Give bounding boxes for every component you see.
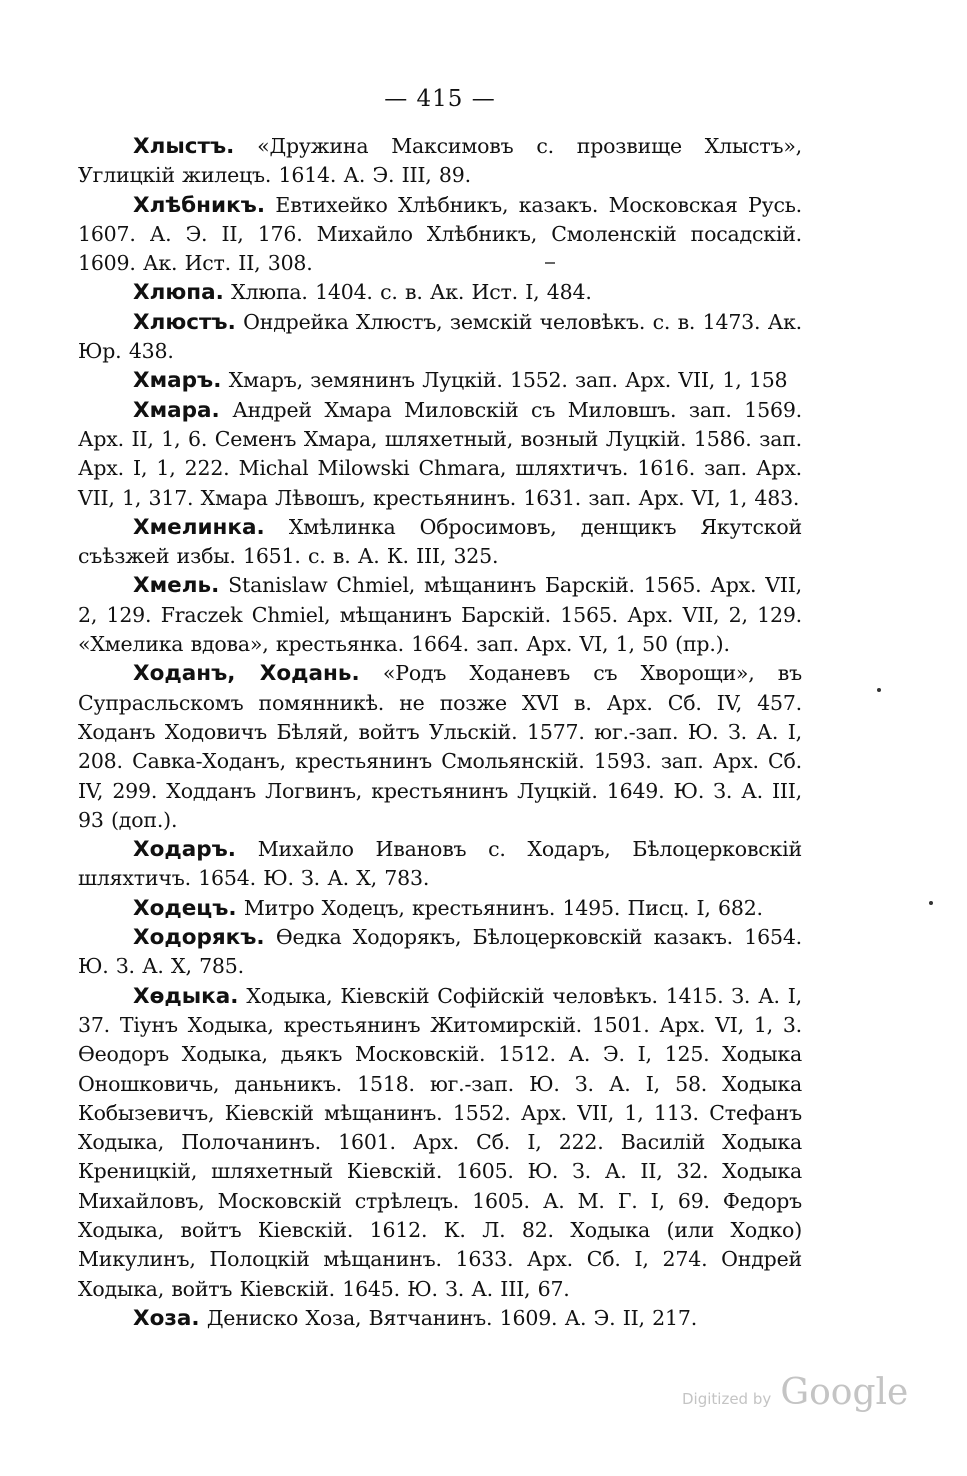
headword: Хлюпа.: [133, 280, 224, 306]
headword: Хмель.: [133, 573, 220, 599]
entry-text: «Дружина Максимовъ с. прозвище Хлыстъ», Углицкій жилецъ. 1614. А. Э. III, 89.: [78, 134, 802, 188]
entry-text: Хлюпа. 1404. с. в. Ак. Ист. I, 484.: [223, 280, 592, 305]
entry-text: Ондрейка Хлюстъ, земскій человѣкъ. с. в. 1473. Ак. Юр. 438.: [78, 309, 802, 364]
entry-khlebnik: [78, 191, 802, 279]
digitized-watermark: [682, 1372, 908, 1413]
dictionary-entries: [78, 132, 802, 1333]
entry-khodyka: [78, 982, 802, 1304]
watermark-logo: Google: [780, 1372, 909, 1413]
entry-khodan: [78, 659, 802, 835]
headword: Хлюстъ.: [133, 309, 236, 335]
headword: Хмаръ.: [133, 368, 222, 394]
entry-khmara: [78, 396, 802, 513]
entry-text: Михайло Ивановъ с. Ходаръ, Бѣлоцерковскій шляхтичъ. 1654. Ю. З. А. X, 783.: [78, 837, 802, 891]
entry-text: Хмѣлинка Обросимовъ, денщикъ Якутской съѣзжей избы. 1651. с. в. А. К. III, 325.: [78, 514, 802, 569]
entry-text: «Родъ Ходаневъ съ Хворощи», въ Супрасльскомъ помянникѣ. не позже XVI в. Арх. Сб. IV, 457. Ходанъ Ходовичъ Бѣляй, войтъ Ульскій. 1577. юг.-зап. Ю. З. А. I, 208. Савка-Ходанъ, крестьянинъ Смольянскій. 1593. зап. Арх. Сб. IV, 299. Ходданъ Логвинъ, крестьянинъ Луцкій. 1649. Ю. З. А. III, 93 (доп.).: [78, 661, 802, 832]
entry-khlyust: [78, 308, 802, 367]
entry-text: Дениско Хоза, Вятчанинъ. 1609. А. Э. II, 217.: [199, 1305, 698, 1330]
entry-khmel: [78, 571, 802, 659]
entry-text: Ходыка, Кіевскій Софійскій человѣкъ. 1415. З. А. I, 37. Тіунъ Ходыка, крестьянинъ Житомирскій. 1501. Арх. VI, 1, 3. Ѳеодоръ Ходыка, дьякъ Московскій. 1512. А. Э. I, 125. Ходыка Оношковичь, даньникъ. 1518. юг.-зап. Ю. З. А. I, 58. Ходыка Кобызевичъ, Кіевскій мѣщанинъ. 1552. Арх. VII, 1, 113. Стефанъ Ходыка, Полочанинъ. 1601. Арх. Сб. I, 222. Василій Ходыка Креницкій, шляхетный Кіевскій. 1605. Ю. З. А. II, 32. Ходыка Михайловъ, Московскій стрѣлецъ. 1605. А. М. Г. I, 69. Федоръ Ходыка, войтъ Кіевскій. 1612. К. Л. 82. Ходыка (или Ходко) Микулинъ, Полоцкій мѣщанинъ. 1633. Арх. Сб. I, 274. Ондрей Ходыка, войтъ Кіевскій. 1645. Ю. З. А. III, 67.: [78, 983, 802, 1301]
entry-khodoryak: [78, 923, 802, 982]
headword: Хлѣбникъ.: [133, 192, 265, 218]
headword: Ходецъ.: [133, 895, 237, 921]
entry-text: Ѳедка Ходорякъ, Бѣлоцерковскій казакъ. 1654. Ю. З. А. X, 785.: [78, 925, 802, 979]
headword: Хмелинка.: [133, 514, 265, 540]
headword: Ходорякъ.: [133, 925, 265, 951]
entry-khodets: [78, 894, 802, 923]
ink-speck: [877, 688, 881, 692]
page-number: — 415 —: [384, 86, 496, 112]
headword: Хоза.: [133, 1305, 200, 1331]
entry-text: Андрей Хмара Миловскій съ Миловшъ. зап. 1569. Арх. II, 1, 6. Семенъ Хмара, шляхетный, возный Луцкій. 1586. зап. Арх. I, 1, 222. Michal Milowski Chmara, шляхтичъ. 1616. зап. Арх. VII, 1, 317. Хмара Лѣвошъ, крестьянинъ. 1631. зап. Арх. VI, 1, 483.: [78, 397, 802, 510]
ink-speck: [929, 901, 933, 905]
headword: Хмара.: [133, 397, 220, 423]
entry-khmelinka: [78, 513, 802, 572]
headword: Хлыстъ.: [133, 134, 235, 159]
entry-khlyst: [78, 132, 802, 191]
entry-text: Евтихейко Хлѣбникъ, казакъ. Московская Русь. 1607. А. Э. II, 176. Михайло Хлѣбникъ, Смоленскій посадскій. 1609. Ак. Ист. II, 308.: [78, 192, 802, 276]
entry-khlyupa: [78, 278, 802, 307]
stray-ink-mark: [545, 262, 555, 264]
headword: Ходаръ.: [133, 837, 236, 863]
entry-khmar: [78, 366, 802, 395]
entry-khoza: [78, 1304, 802, 1333]
headword: Ходанъ, Ходань.: [133, 661, 360, 687]
entry-khodar: [78, 835, 802, 894]
headword: Хѳдыка.: [133, 983, 239, 1009]
entry-text: Stanislaw Chmiel, мѣщанинъ Барскій. 1565. Арх. VII, 2, 129. Fraczek Chmiel, мѣщанинъ Барскій. 1565. Арх. VII, 2, 129. «Хмелика вдова», крестьянка. 1664. зап. Арх. VI, 1, 50 (пр.).: [78, 573, 802, 657]
entry-text: Хмаръ, земянинъ Луцкій. 1552. зап. Арх. VII, 1, 158: [221, 368, 788, 393]
entry-text: Митро Ходецъ, крестьянинъ. 1495. Писц. I, 682.: [236, 895, 763, 920]
watermark-prefix: Digitized by: [682, 1390, 772, 1408]
